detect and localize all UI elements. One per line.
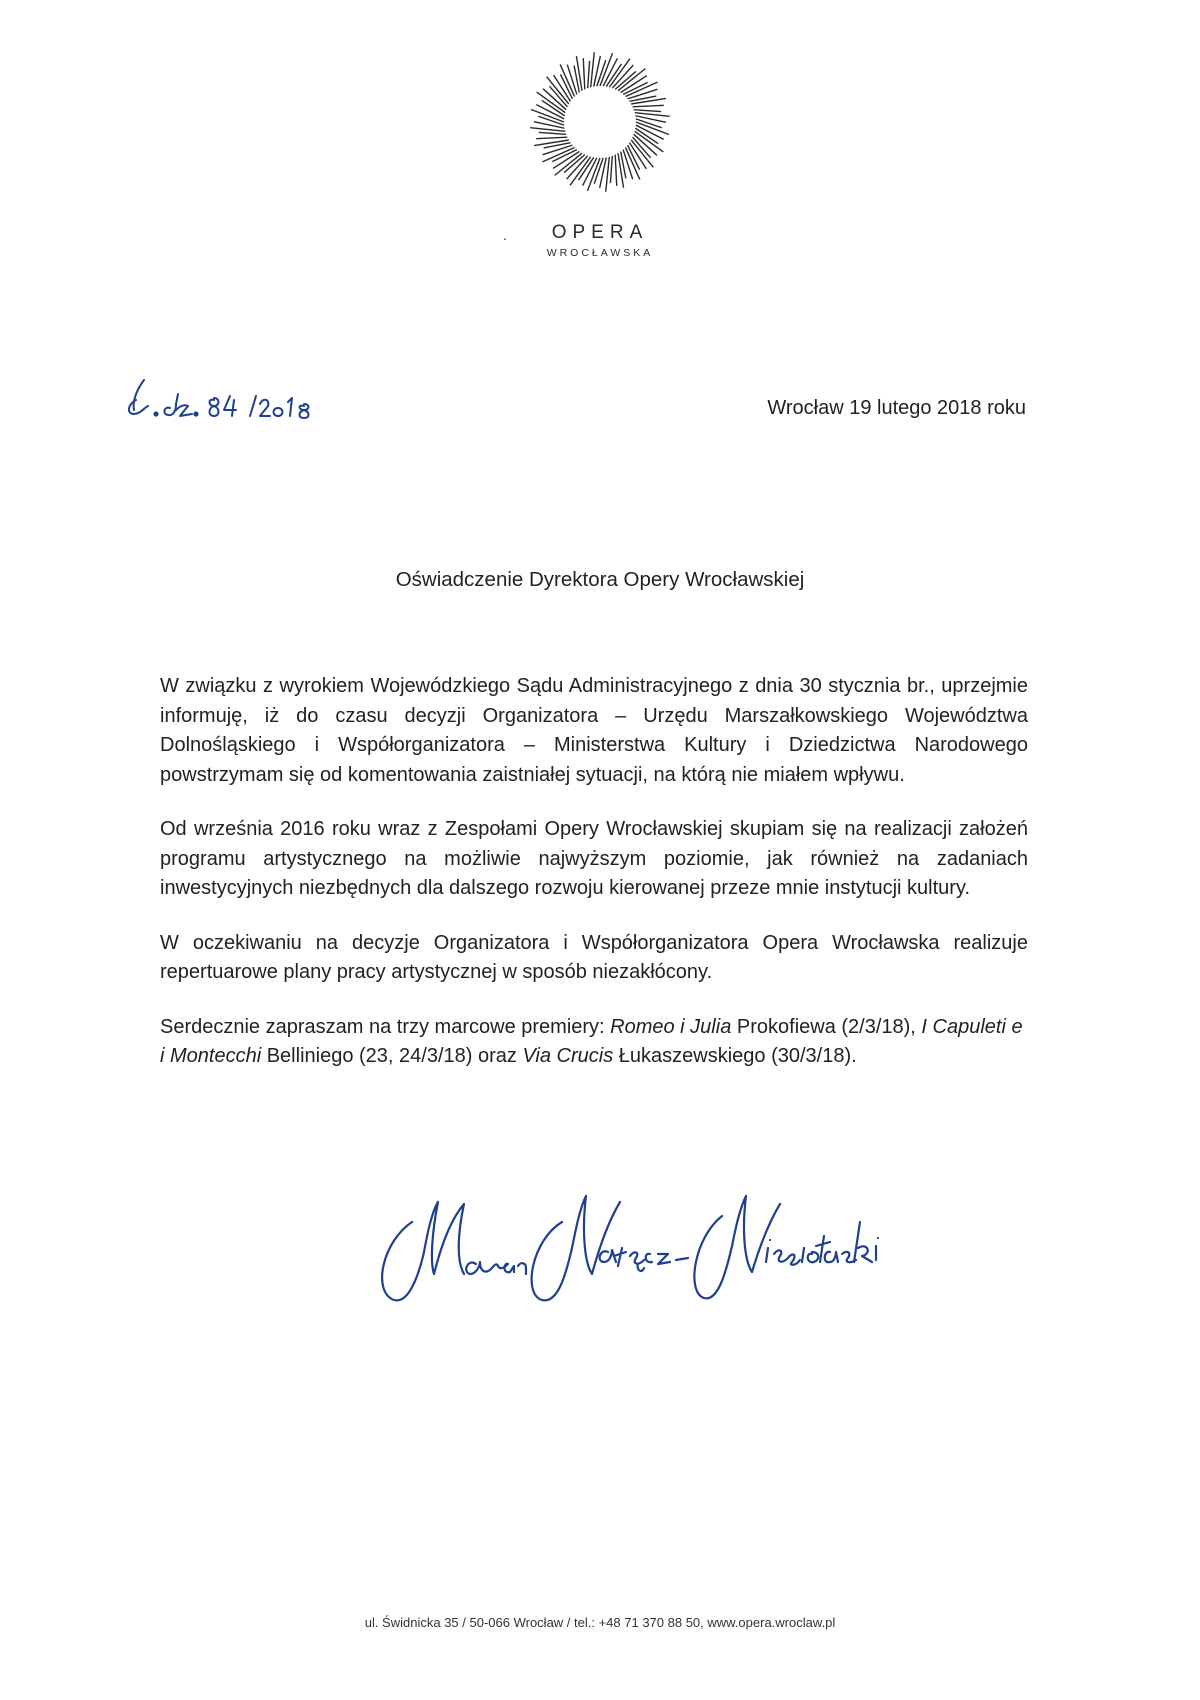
- premiere-title-romeo: Romeo i Julia: [610, 1015, 732, 1038]
- sunburst-ray: [615, 155, 617, 186]
- handwritten-reference-number: [122, 370, 322, 430]
- sunburst-ray: [618, 153, 624, 188]
- sunburst-ray: [534, 140, 569, 146]
- paragraph-2: Od września 2016 roku wraz z Zespołami Opery Wrocławskiej skupiam się na realizacji założeń programu artystycznego na możliwie najwyższym poziomie, jak również na zadaniach inwestycyjnych niezbędnych dla dalszego rozwoju kierowanej przeze mnie instytucji kultury.: [160, 818, 1028, 899]
- sunburst-ray: [576, 56, 582, 91]
- premieres-intro: Serdecznie zapraszam na trzy marcowe premiery:: [160, 1015, 611, 1038]
- premiere-detail-2: Belliniego (23, 24/3/18) oraz: [261, 1045, 523, 1067]
- sunburst-ray: [635, 113, 670, 117]
- footer-contact: ul. Świdnicka 35 / 50-066 Wrocław / tel.: +48 71 370 88 50, www.opera.wroclaw.pl: [364, 1615, 836, 1630]
- date-line: Wrocław 19 lutego 2018 roku: [767, 397, 1026, 419]
- sunburst-ray: [583, 58, 585, 89]
- sunburst-ray: [631, 98, 666, 104]
- sunburst-ray: [588, 61, 590, 88]
- sunburst-ray: [536, 137, 567, 139]
- brand-dot: .: [503, 227, 507, 243]
- brand-name: OPERA: [551, 222, 649, 243]
- letter-body: [160, 672, 1028, 1097]
- sunburst-ray: [539, 132, 566, 134]
- sunburst-ray: [635, 116, 666, 123]
- sunburst-ray: [634, 110, 661, 112]
- sunburst-ray: [591, 52, 595, 87]
- sunburst-ray: [606, 157, 610, 192]
- sunburst-ray: [594, 56, 601, 87]
- paragraph-4: [160, 1013, 1028, 1072]
- premiere-title-capuleti: I Capuleti e i Montecchi: [160, 1015, 1023, 1067]
- sunburst-ray: [530, 128, 565, 132]
- handwritten-signature: [372, 1182, 892, 1312]
- document-title: Oświadczenie Dyrektora Opery Wrocławskiej: [395, 568, 805, 591]
- sunburst-ray: [534, 122, 565, 129]
- sunburst-ray: [610, 156, 612, 183]
- paragraph-3: W oczekiwaniu na decyzje Organizatora i Współorganizatora Opera Wrocławska realizuje repertuarowe plany pracy artystycznej w sposób niezakłócony.: [160, 931, 1028, 983]
- premiere-title-via-crucis: Via Crucis: [522, 1045, 614, 1067]
- sunburst-ray: [600, 157, 607, 188]
- premiere-detail-1: Prokofiewa (2/3/18),: [731, 1015, 922, 1038]
- opera-sunburst-logo-icon: [526, 48, 674, 196]
- premiere-detail-3: Łukaszewskiego (30/3/18).: [613, 1045, 857, 1067]
- brand-subtitle: WROCŁAWSKA: [546, 247, 654, 259]
- paragraph-1: W związku z wyrokiem Wojewódzkiego Sądu Administracyjnego z dnia 30 stycznia br., uprzejmie informuję, iż do czasu decyzji Organizatora – Urzędu Marszałkowskiego Województwa Dolnośląskiego i Współorganizatora – Ministerstwa Kultury i Dziedzictwa Narodowego powstrzymam się od komentowania zaistniałej sytuacji, na którą nie miałem wpływu.: [160, 675, 1028, 786]
- sunburst-ray: [633, 105, 664, 107]
